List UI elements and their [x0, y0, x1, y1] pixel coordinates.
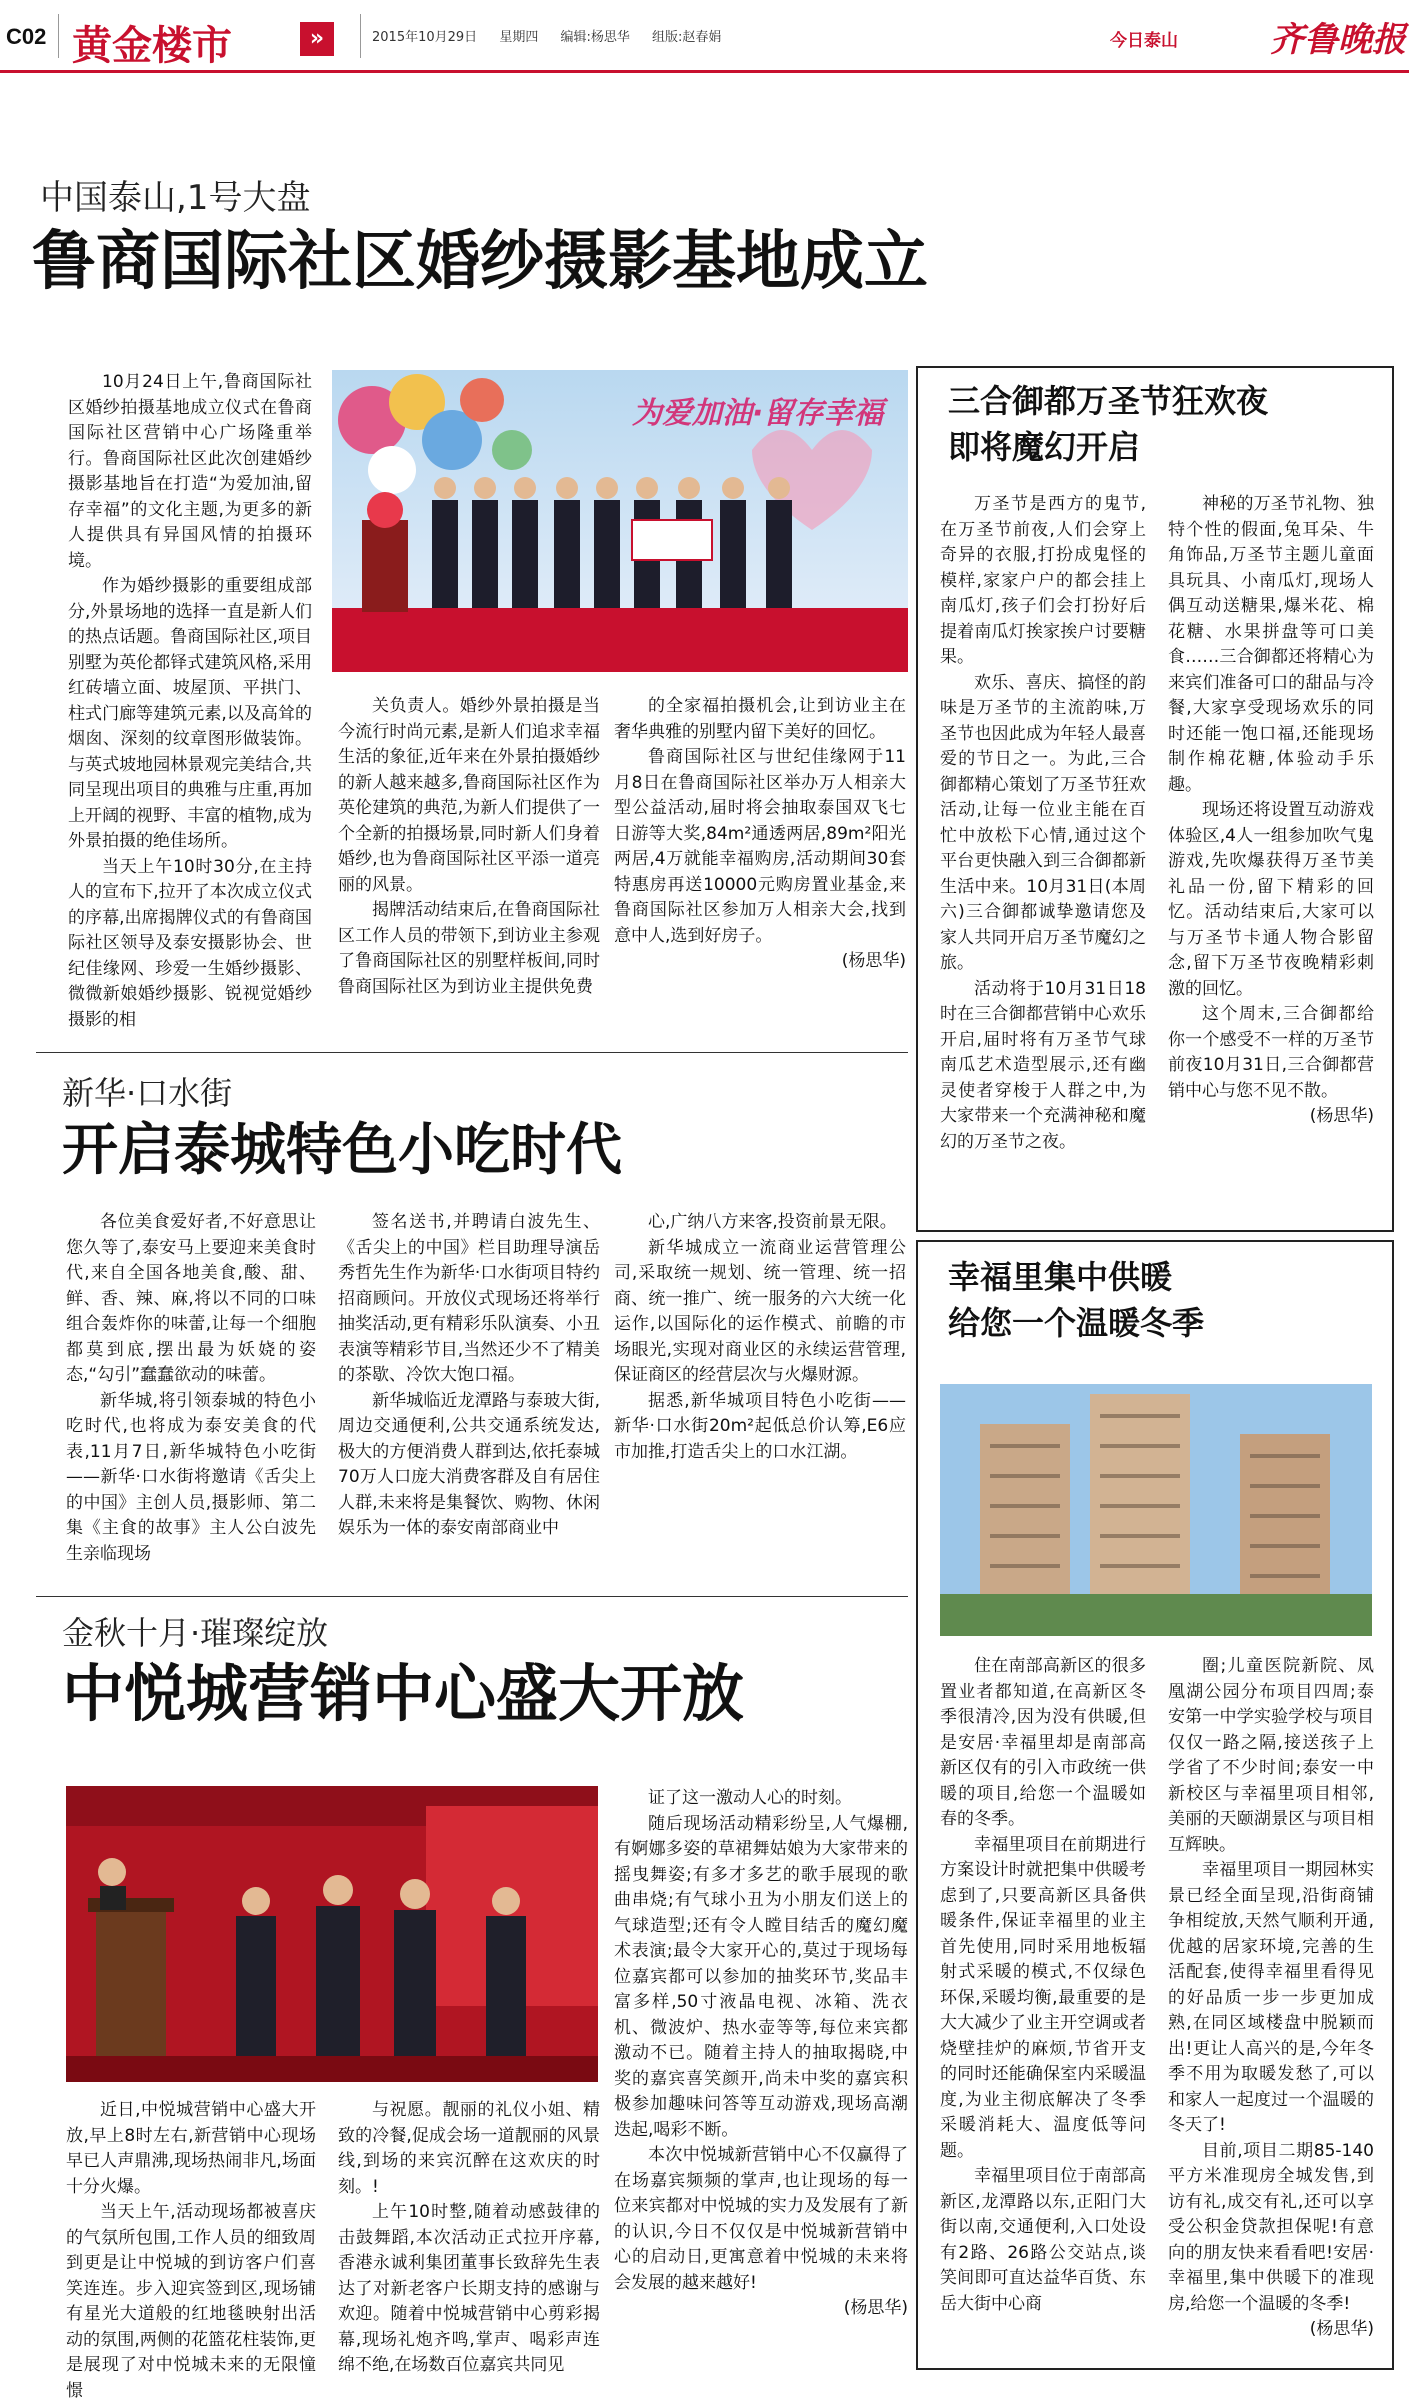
sales-center-opening-image — [66, 1786, 598, 2082]
paragraph: 证了这一激动人心的时刻。 — [648, 1788, 852, 1808]
paragraph: 目前,项目二期85-140平方米准现房全城发售,到访有礼,成交有礼,还可以享受公积金贷款担保呢!有意向的朋友快来看看吧!安居·幸福里,集中供暖下的准现房,给您一个温暖的冬季! — [1168, 2140, 1374, 2314]
paragraph: 随后现场活动精彩纷呈,人气爆棚,有婀娜多姿的草裙舞姑娘为大家带来的摇曳舞姿;有多才多艺的歌手展现的歌曲串烧;有气球小丑为小朋友们送上的气球造型;还有令人瞠目结舌的魔幻魔术表演;最令大家开心的,莫过于现场每位嘉宾都可以参加的抽奖环节,奖品丰富多样,50寸液晶电视、冰箱、洗衣机、微波炉、热水壶等等,每位来宾都激动不已。随着主持人的抽取揭晓,中奖的嘉宾喜笑颜开,尚未中奖的嘉宾积极参加趣味问答等互动游戏,现场高潮迭起,喝彩不断。 — [614, 1813, 908, 2140]
article-divider — [36, 1052, 908, 1053]
paragraph: 的全家福拍摄机会,让到访业主在奢华典雅的别墅内留下美好的回忆。 — [614, 696, 906, 742]
section-title: 黄金楼市 — [72, 23, 232, 69]
article1-headline: 鲁商国际社区婚纱摄影基地成立 — [32, 225, 928, 299]
sidebar1-col2 — [1168, 492, 1374, 1130]
sidebar2-headline-line1: 幸福里集中供暖 — [948, 1258, 1173, 1296]
sidebar2-col1 — [940, 1654, 1146, 2317]
header-divider — [360, 14, 361, 58]
paragraph: 近日,中悦城营销中心盛大开放,早上8时左右,新营销中心现场早已人声鼎沸,现场热闹非凡,场面十分火爆。 — [66, 2100, 316, 2197]
article2-col2 — [338, 1210, 600, 1542]
paragraph: 活动将于10月31日18时在三合御都营销中心欢乐开启,届时将有万圣节气球南瓜艺术造型展示,还有幽灵使者穿梭于人群之中,为大家带来一个充满神秘和魔幻的万圣节之夜。 — [940, 978, 1146, 1152]
paragraph: 鲁商国际社区与世纪佳缘网于11月8日在鲁商国际社区举办万人相亲大型公益活动,届时将会抽取泰国双飞七日游等大奖,84m²通透两居,89m²阳光两居,4万就能幸福购房,活动期间30套特惠房再送10000元购房置业基金,来鲁商国际社区参加万人相亲大会,找到意中人,选到好房子。 — [614, 747, 906, 946]
sidebar1-source: (杨思华) — [1309, 1106, 1374, 1126]
article3-source: (杨思华) — [843, 2298, 908, 2318]
paragraph: 上午10时整,随着动感鼓律的击鼓舞蹈,本次活动正式拉开序幕,香港永诚利集团董事长致辞先生表达了对新老客户长期支持的感谢与欢迎。随着中悦城营销中心剪彩揭幕,现场礼炮齐鸣,掌声、喝彩声连绵不绝,在场数百位嘉宾共同见 — [338, 2202, 600, 2375]
paragraph: 本次中悦城新营销中心不仅赢得了在场嘉宾频频的掌声,也让现场的每一位来宾都对中悦城的实力及发展有了新的认识,今日不仅仅是中悦城新营销中心的启动日,更寓意着中悦城的未来将会发展的越来越好! — [614, 2145, 908, 2293]
issue-weekday: 星期四 — [499, 30, 539, 45]
sidebar1-headline-line2: 即将魔幻开启 — [948, 428, 1141, 466]
issue-date: 2015年10月29日 — [372, 30, 478, 45]
article3-col2 — [338, 2098, 600, 2379]
sidebar2-photo — [940, 1384, 1372, 1636]
photo-slogan: 为爱加油·留存幸福 — [632, 396, 884, 431]
sidebar2-headline-line2: 给您一个温暖冬季 — [948, 1304, 1205, 1342]
paragraph: 这个周末,三合御都给你一个感受不一样的万圣节前夜10月31日,三合御都营销中心与您不见不散。 — [1168, 1004, 1374, 1101]
paragraph: 欢乐、喜庆、搞怪的韵味是万圣节的主流韵味,万圣节也因此成为年轻人最喜爱的节日之一。为此,三合御都精心策划了万圣节狂欢活动,让每一位业主能在百忙中放松下心情,通过这个平台更快融入到三合御都新生活中来。10月31日(本周六)三合御都诚挚邀请您及家人共同开启万圣节魔幻之旅。 — [940, 672, 1146, 973]
paragraph: 10月24日上午,鲁商国际社区婚纱拍摄基地成立仪式在鲁商国际社区营销中心广场隆重举行。鲁商国际社区此次创建婚纱摄影基地旨在打造“为爱加油,留存幸福”的文化主题,为更多的新人提供具有异国风情的拍摄环境。 — [68, 372, 312, 571]
sidebar-heating — [916, 1240, 1394, 2370]
article1-kicker: 中国泰山,1号大盘 — [40, 178, 311, 218]
newspaper-logo: 齐鲁晚报 — [1270, 20, 1406, 60]
paragraph: 现场还将设置互动游戏体验区,4人一组参加吹气鬼游戏,先吹爆获得万圣节美礼品一份,留下精彩的回忆。活动结束后,大家可以与万圣节卡通人物合影留念,留下万圣节夜晚精彩刺激的回忆。 — [1168, 800, 1374, 999]
paragraph: 新华城成立一流商业运营管理公司,采取统一规划、统一管理、统一招商、统一推广、统一服务的六大统一化运作,以国际化的运作模式、前瞻的市场眼光,实现对商业区的永续运营管理,保证商区的经营层次与火爆财源。 — [614, 1237, 906, 1385]
paragraph: 关负责人。婚纱外景拍摄是当今流行时尚元素,是新人们追求幸福生活的象征,近年来在外景拍摄婚纱的新人越来越多,鲁商国际社区作为英伦建筑的典范,为新人们提供了一个全新的拍摄场景,同时新人们身着婚纱,也为鲁商国际社区平添一道亮丽的风景。 — [338, 696, 600, 895]
article3-photo — [66, 1786, 598, 2082]
paragraph: 新华城临近龙潭路与泰玻大街,周边交通便利,公共交通系统发达,极大的方便消费人群到达,依托泰城70万人口庞大消费客群及自有居住人群,未来将是集餐饮、购物、休闲娱乐为一体的泰安南部商业中 — [338, 1390, 600, 1538]
header-divider — [58, 14, 59, 58]
layout-credit: 组版:赵春娟 — [652, 30, 722, 45]
header-info — [372, 26, 739, 45]
sidebar1-headline-line1: 三合御都万圣节狂欢夜 — [948, 382, 1269, 420]
article2-headline: 开启泰城特色小吃时代 — [62, 1118, 622, 1183]
section-arrow-icon: » — [300, 22, 334, 56]
sidebar1-col1 — [940, 492, 1146, 1155]
editor-credit: 编辑:杨思华 — [560, 30, 630, 45]
article1-col3 — [614, 694, 906, 975]
page-number: C02 — [6, 24, 47, 49]
sidebar-halloween — [916, 366, 1394, 1232]
paragraph: 与祝愿。靓丽的礼仪小姐、精致的冷餐,促成会场一道靓丽的风景线,到场的来宾沉醉在这欢庆的时刻。! — [338, 2100, 600, 2197]
residential-towers-image — [940, 1384, 1372, 1636]
today-taishan-label: 今日泰山 — [1110, 31, 1178, 51]
paragraph: 神秘的万圣节礼物、独特个性的假面,兔耳朵、牛角饰品,万圣节主题儿童面具玩具、小南瓜灯,现场人偶互动送糖果,爆米花、棉花糖、水果拼盘等可口美食……三合御都还将精心为来宾们准备可口的甜品与冷餐,大家享受现场欢乐的同时还能一饱口福,还能现场制作棉花糖,体验动手乐趣。 — [1168, 494, 1374, 795]
article1-col2 — [338, 694, 600, 1000]
article3-col1 — [66, 2098, 316, 2404]
page-header — [0, 0, 1409, 70]
paragraph: 新华城,将引领泰城的特色小吃时代,也将成为泰安美食的代表,11月7日,新华城特色小吃街——新华·口水街将邀请《舌尖上的中国》主创人员,摄影师、第二集《主食的故事》主人公白波先生亲临现场 — [66, 1390, 316, 1564]
header-rule — [0, 70, 1409, 73]
sidebar2-col2 — [1168, 1654, 1374, 2343]
article3-headline: 中悦城营销中心盛大开放 — [62, 1657, 745, 1730]
paragraph: 幸福里项目位于南部高新区,龙潭路以东,正阳门大街以南,交通便利,入口处设有2路、26路公交站点,谈笑间即可直达益华百货、东岳大街中心商 — [940, 2166, 1146, 2314]
article2-kicker: 新华·口水街 — [62, 1074, 233, 1112]
paragraph: 心,广纳八方来客,投资前景无限。 — [648, 1212, 897, 1232]
article1-photo — [332, 370, 908, 672]
paragraph: 当天上午,活动现场都被喜庆的气氛所包围,工作人员的细致周到更是让中悦城的到访客户们喜笑连连。步入迎宾签到区,现场铺有星光大道般的红地毯映射出活动的氛围,两侧的花篮花柱装饰,更是展现了对中悦城未来的无限憧憬 — [66, 2202, 316, 2401]
paragraph: 当天上午10时30分,在主持人的宣布下,拉开了本次成立仪式的序幕,出席揭牌仪式的有鲁商国际社区领导及泰安摄影协会、世纪佳缘网、珍爱一生婚纱摄影、微微新娘婚纱摄影、锐视觉婚纱摄影的相 — [68, 856, 312, 1030]
paragraph: 住在南部高新区的很多置业者都知道,在高新区冬季很清冷,因为没有供暖,但是安居·幸福里却是南部高新区仅有的引入市政统一供暖的项目,给您一个温暖如春的冬季。 — [940, 1656, 1146, 1829]
paragraph: 作为婚纱摄影的重要组成部分,外景场地的选择一直是新人们的热点话题。鲁商国际社区,项目别墅为英伦都铎式建筑风格,采用红砖墙立面、坡屋顶、平拱门、柱式门廊等建筑元素,以及高耸的烟囱、深刻的纹章图形做装饰。与英式坡地园林景观完美结合,共同呈现出项目的典雅与庄重,再加上开阔的视野、丰富的植物,成为外景拍摄的绝佳场所。 — [68, 576, 312, 851]
paragraph: 幸福里项目在前期进行方案设计时就把集中供暖考虑到了,只要高新区具备供暖条件,保证幸福里的业主首先使用,同时采用地板辐射式采暖的模式,不仅绿色环保,采暖均衡,最重要的是大大减少了业主开空调或者烧壁挂炉的麻烦,节省开支的同时还能确保室内采暖温度,为业主彻底解决了冬季采暖消耗大、温度低等问题。 — [940, 1834, 1146, 2161]
paragraph: 各位美食爱好者,不好意思让您久等了,泰安马上要迎来美食时代,来自全国各地美食,酸、甜、鲜、香、辣、麻,将以不同的口味组合轰炸你的味蕾,让每一个细胞都莫到底,摆出最为妖娆的姿态,“勾引”蠢蠢欲动的味蕾。 — [66, 1212, 316, 1385]
article1-source: (杨思华) — [841, 951, 906, 971]
paragraph: 幸福里项目一期园林实景已经全面呈现,沿街商铺争相绽放,天然气顺利开通,优越的居家环境,完善的生活配套,使得幸福里看得见的好品质一步一步更加成熟,在同区域楼盘中脱颖而出!更让人高兴的是,今年冬季不用为取暖发愁了,可以和家人一起度过一个温暖的冬天了! — [1168, 1860, 1374, 2135]
article3-col3 — [614, 1786, 908, 2322]
paragraph: 据悉,新华城项目特色小吃街——新华·口水街20m²起低总价认筹,E6应市加推,打造舌尖上的口水江湖。 — [614, 1390, 906, 1462]
article2-col3 — [614, 1210, 906, 1465]
article-divider — [36, 1596, 908, 1597]
article2-col1 — [66, 1210, 316, 1567]
paragraph: 签名送书,并聘请白波先生、《舌尖上的中国》栏目助理导演岳秀哲先生作为新华·口水街项目特约招商顾问。开放仪式现场还将举行抽奖活动,更有精彩乐队演奏、小丑表演等精彩节目,当然还少不了精美的茶歇、冷饮大饱口福。 — [338, 1212, 600, 1385]
sidebar2-source: (杨思华) — [1309, 2319, 1374, 2339]
paragraph: 圈;儿童医院新院、凤凰湖公园分布项目四周;泰安第一中学实验学校与项目仅仅一路之隔,接送孩子上学省了不少时间;泰安一中新校区与幸福里项目相邻,美丽的天颐湖景区与项目相互辉映。 — [1168, 1656, 1374, 1855]
article1-col1 — [68, 370, 312, 1033]
paragraph: 揭牌活动结束后,在鲁商国际社区工作人员的带领下,到访业主参观了鲁商国际社区的别墅样板间,同时鲁商国际社区为到访业主提供免费 — [338, 900, 600, 997]
article3-kicker: 金秋十月·璀璨绽放 — [62, 1614, 329, 1652]
paragraph: 万圣节是西方的鬼节,在万圣节前夜,人们会穿上奇异的衣服,打扮成鬼怪的模样,家家户户的都会挂上南瓜灯,孩子们会打扮好后提着南瓜灯挨家挨户讨要糖果。 — [940, 494, 1146, 667]
